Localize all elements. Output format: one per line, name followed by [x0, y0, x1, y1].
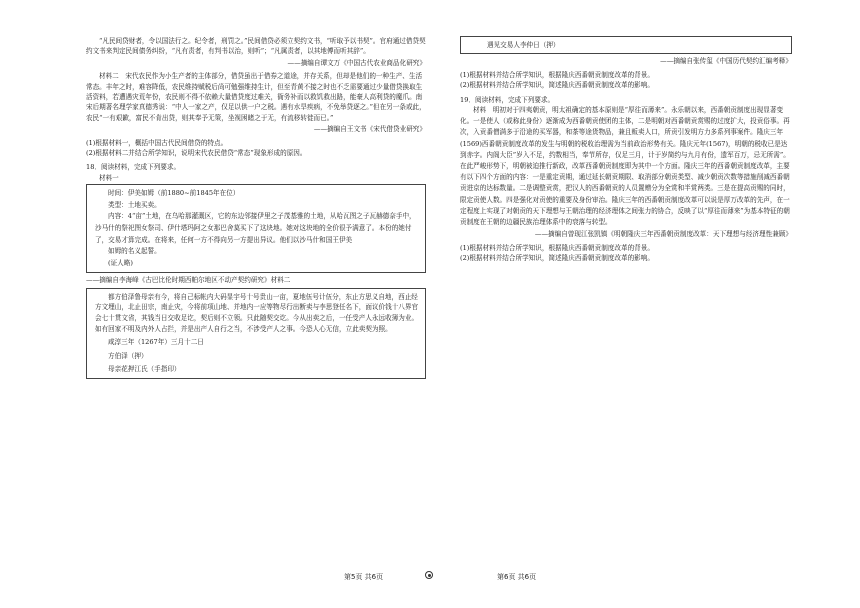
question-17-1: (1)根据材料一，概括中国古代民间借贷的特点。 — [86, 138, 228, 147]
page-number-left: 第5页 共6页 — [344, 573, 384, 581]
left-page-column — [86, 36, 426, 381]
contract-time: 时间：伊美如姆（前1880~前1845年在位） — [108, 189, 240, 198]
intro-paragraph: “凡民间贷财者，令以国法行之。纪令者，刑罚之。”民间借贷必须立契约文书，“听取予以书契”。官府通过借贷契约文书来判定民间债务纠纷，“凡有责者，有判书以治，则听”；“凡属责者，以其地傅而听其辞”。 — [86, 37, 426, 56]
contract-oath: 如姆的名义起誓。 — [108, 247, 161, 256]
question-18-2: (2)根据材料并结合所学知识，简述隆庆西番朝贡制度改革的影响。 — [460, 81, 654, 90]
deed-middleman: 遇见交易人李仲日（押） — [487, 41, 560, 49]
deed-date: 咸淳三年（1267年）三月十二日 — [108, 338, 204, 347]
source-citation: ——摘编自曾现江张凯镇《明朝隆庆三年西番朝贡制度改革：天下理想与经济理性兼顾》 — [534, 230, 792, 239]
question-19-1: (1)根据材料并结合所学知识，根据隆庆西番朝贡制度改革的背景。 — [460, 243, 654, 252]
question-18-1: (1)根据材料并结合所学知识，根据隆庆西番朝贡制度改革的背景。 — [460, 70, 654, 79]
material-one-box — [86, 184, 426, 273]
question-19-material: 材料 明初对于四夷朝贡，明太祖确定的基本原则是“厚往而薄来”。永乐朝以来，西番朝贡制度出现显著变化。一是使人（或称此身份）逐渐成为西番朝贡使团的主体，二是明朝对西番朝贡赏赐的过度扩大，投贡俗事。再次，入贡番僧满多于沿途的买军器，和茶等途货物品，兼且贩卖人口，所贡引发明方力多系列事案件。隆庆三年(1569)西番朝贡制度改革的发生与明朝的税收治理需为当前政治形势有关。隆庆元年(1567)，明朝的税收已是达到赤字。内阁大臣”岁入不足，约数相当，奉节所存，仅足三月，计于岁简约与九月有份，遗军百万，忌无所需”。在此严峻形势下，明朝被迫推行新政，改革西番朝贡制度即为其中一个方面。隆庆三年的西番朝贡制度改革，主要有以下四个方面的内容：一是重定贡期，通过延长朝贡期限、取消部分朝贡类型、减少朝贡次数等措施削减西番朝贡进京的达标数量。二是调整贡赏，把汉人的西番朝贡的人员置赠分为全赏和半赏两类。三是在提高贡赐的同时，限定贡使人数。四是强化对贡使的重要及身份审治。隆庆三年的西番朝贡制度改革可以说是厚万改革的先声，在一定程度上实现了对朝贡的天下理想与王朝治理的经济理体之间张力的协合，反映了以“厚往而薄来”为基本特征的朝贡制度在王朝的边疆民族治理体系中的衰落与转型。 — [460, 106, 790, 227]
contract-type: 类型：土地买卖。 — [108, 200, 161, 209]
right-page-column — [460, 36, 792, 263]
page-number-right: 第6页 共6页 — [497, 573, 537, 581]
deed-mother: 母亲花押江氏（手指印） — [108, 365, 181, 374]
binding-mark-icon — [425, 571, 433, 579]
source-citation: ——摘编自王文书《宋代借贷业研究》 — [313, 125, 426, 134]
contract-content: 内容：4“亩”土地，在乌哈那灌溉区，它的东边邻接伊里之子茂基雅的土地，从哈瓦图之子瓦赫德奈手中，沙马什的祭祀图女祭司、伊什塔玛阿之女那巴舍莫买下了这块地。她对这块地的全价很予满意了。本份的她付了，交易才算完成。在将来，任何一方不得向另一方提出异议。他们以沙马什和国王伊美 — [95, 212, 416, 244]
deed-body: 都方伯泽鲁母亲有今，将自己标帐内大码显宇号十号贵山一亩，夏地伍号计伍分，东止方思义自地，西止经方文埋山，北止田宗，南止灾，今将前项山地、并地内一应等物尽行出断卖与李思登任名下，面议价钱十八界官会七十贯文省，其钱当日交收足讫，契后则不立领。只此随契交讫。今从出卖之后，一任受产人永远收簿为业。如有回家不明及内外人占拦，并是出产人自行之当，不涉受产人之事。今恐人心无信，立此卖契为照。 — [95, 292, 419, 333]
contract-witness: (证人略) — [108, 258, 133, 267]
material-two-continued-box — [460, 36, 792, 54]
material-two-box — [86, 288, 426, 379]
material-two-paragraph: 材料二 宋代农民作为小生产者的主体部分，借贷虽出于借券之道途，并存关系，但却是他们的一种生产、生活常态。丰年之时，难容降低，农民维持赋税后尚可勉强维持生计，但至青黄不接之时也不乏需要通过少量借贷换取生活资料，若遭遇灾荒年份，农民则不得不依赖大量借贷度过难关，衙务补而以救饥救出路，能豪人高利贷的魔爪。南宋后期著名理学家真德秀说：“中人一家之产，仅足以供一户之税。遇有水旱疾病，不免举贷逐之。”但在另一条或此，农民“一有艰歉，富民不肯出贷，则其奉予无策，坐视困睹之于无，有流移转徙而已。” — [86, 72, 426, 122]
deed-seller: 方伯泽（押） — [108, 351, 148, 360]
question-18-heading: 18．阅读材料，完成下列要求。 — [86, 163, 181, 172]
material-one-label: 材料一 — [99, 173, 119, 182]
question-19-heading: 19．阅读材料，完成下列要求。 — [460, 95, 555, 104]
question-17-2: (2)根据材料二并结合所学知识，说明宋代农民借贷“常态”现象形成的原因。 — [86, 149, 307, 158]
source-citation: ——摘编自张传玺《中国历代契约汇编考释》 — [660, 57, 792, 66]
question-19-2: (2)根据材料并结合所学知识，简述隆庆西番朝贡制度改革的影响。 — [460, 254, 654, 263]
source-citation: ——摘编自谭文万《中国古代农业商品化研究》 — [287, 58, 426, 67]
source-citation: ——摘编自李海峰《古巴比伦时期西帕尔地区不动产契约研究》材料二 — [86, 276, 291, 285]
